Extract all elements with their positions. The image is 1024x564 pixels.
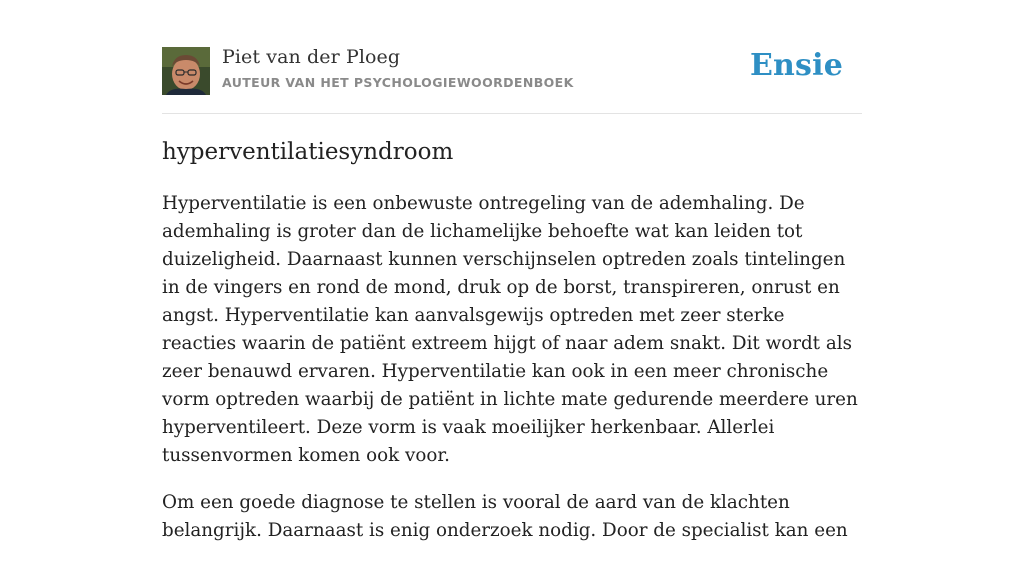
brand-logo[interactable]: Ensie — [749, 48, 843, 83]
author-avatar[interactable] — [162, 47, 210, 95]
article-body — [162, 190, 862, 564]
author-name[interactable]: Piet van der Ploeg — [222, 46, 401, 68]
article-paragraph: Hyperventilatie is een onbewuste ontregeling van de ademhaling. De ademhaling is groter dan de lichamelijke behoefte wat kan leiden tot duizeligheid. Daarnaast kunnen verschijnselen optreden zoals tintelingen in de vingers en rond de mond, druk op de borst, transpireren, onrust en angst. Hyperventilatie kan aanvalsgewijs optreden met zeer sterke reacties waarin de patiënt extreem hijgt of naar adem snakt. Dit wordt als zeer benauwd ervaren. Hyperventilatie kan ook in een meer chronische vorm optreden waarbij de patiënt in lichte mate gedurende meerdere uren hyperventileert. Deze vorm is vaak moeilijker herkenbaar. Allerlei tussenvormen komen ook voor. — [162, 193, 858, 466]
author-header — [162, 0, 862, 114]
article-card — [162, 0, 862, 541]
article-title: hyperventilatiesyndroom — [162, 139, 454, 165]
author-role: AUTEUR VAN HET PSYCHOLOGIEWOORDENBOEK — [222, 75, 574, 90]
article-paragraph: Om een goede diagnose te stellen is vooral de aard van de klachten belangrijk. Daarnaast is enig onderzoek nodig. Door de specialist kan een — [162, 492, 848, 541]
